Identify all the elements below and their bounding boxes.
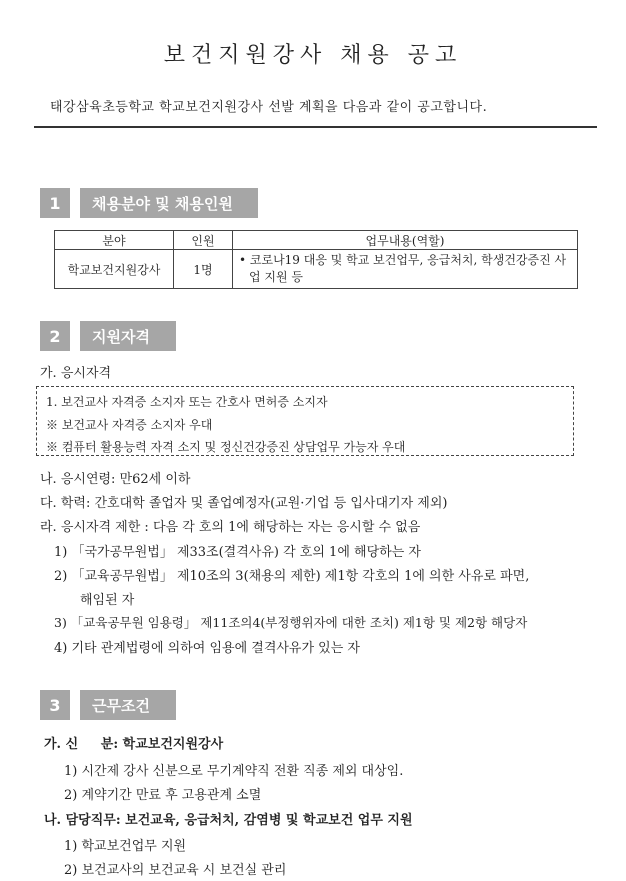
duty-item: 2) 보건교사의 보건교육 시 보건실 관리 [64,863,287,878]
duty-item: 1) 학교보건업무 지원 [64,839,187,854]
table-header: 업무내용(역할) [233,231,578,250]
restriction-item-continued: 해임된 자 [80,593,135,608]
status-item: 2) 계약기간 만료 후 고용관계 소멸 [64,788,262,803]
table-header: 분야 [55,231,174,250]
duty-line: 업 지원 등 [249,270,303,284]
section-1-title: 채용분야 및 채용인원 [80,188,258,218]
table-cell-count: 1명 [174,250,233,289]
restriction-item: 3) 「교육공무원 임용령」 제11조의4(부정행위자에 대한 조치) 제1항 및 제2항 해당자 [54,615,528,630]
intro-text: 태강삼육초등학교 학교보건지원강사 선발 계획을 다음과 같이 공고합니다. [50,100,488,115]
restriction-heading: 라. 응시자격 제한 : 다음 각 호의 1에 해당하는 자는 응시할 수 없음 [40,520,421,535]
section-2-number: 2 [40,321,70,351]
section-1-number: 1 [40,188,70,218]
qualification-item: 1. 보건교사 자격증 소지자 또는 간호사 면허증 소지자 [46,395,328,409]
status-heading: 가. 신 분: 학교보건지원강사 [44,737,224,752]
recruitment-table [54,230,578,289]
status-item: 1) 시간제 강사 신분으로 무기계약직 전환 직종 제외 대상임. [64,764,404,779]
table-header-row [55,231,578,250]
divider [34,126,597,128]
duty-heading: 나. 담당직무: 보건교육, 응급처치, 감염병 및 학교보건 업무 지원 [44,813,413,828]
page-title: 보건지원강사 채용 공고 [163,43,463,68]
section-3-title: 근무조건 [80,690,176,720]
qualification-box [36,386,574,456]
education-requirement: 다. 학력: 간호대학 졸업자 및 졸업예정자(교원·기업 등 입사대기자 제외) [40,496,448,511]
qualification-item: ※ 컴퓨터 활용능력 자격 소지 및 정신건강증진 상담업무 가능자 우대 [46,440,406,454]
qualification-heading: 가. 응시자격 [40,366,112,381]
restriction-item: 1) 「국가공무원법」 제33조(결격사유) 각 호의 1에 해당하는 자 [54,545,421,560]
age-requirement: 나. 응시연령: 만62세 이하 [40,472,191,487]
section-2-title: 지원자격 [80,321,176,351]
table-header: 인원 [174,231,233,250]
duty-line: • 코로나19 대응 및 학교 보건업무, 응급처치, 학생건강증진 사 [239,253,567,267]
table-row [55,250,578,289]
qualification-item: ※ 보건교사 자격증 소지자 우대 [46,418,213,432]
section-3-number: 3 [40,690,70,720]
table-cell-field: 학교보건지원강사 [55,250,174,289]
restriction-item: 2) 「교육공무원법」 제10조의 3(채용의 제한) 제1항 각호의 1에 의한 사유로 파면, [54,569,530,584]
restriction-item: 4) 기타 관계법령에 의하여 임용에 결격사유가 있는 자 [54,641,360,656]
table-cell-duty [233,250,578,289]
